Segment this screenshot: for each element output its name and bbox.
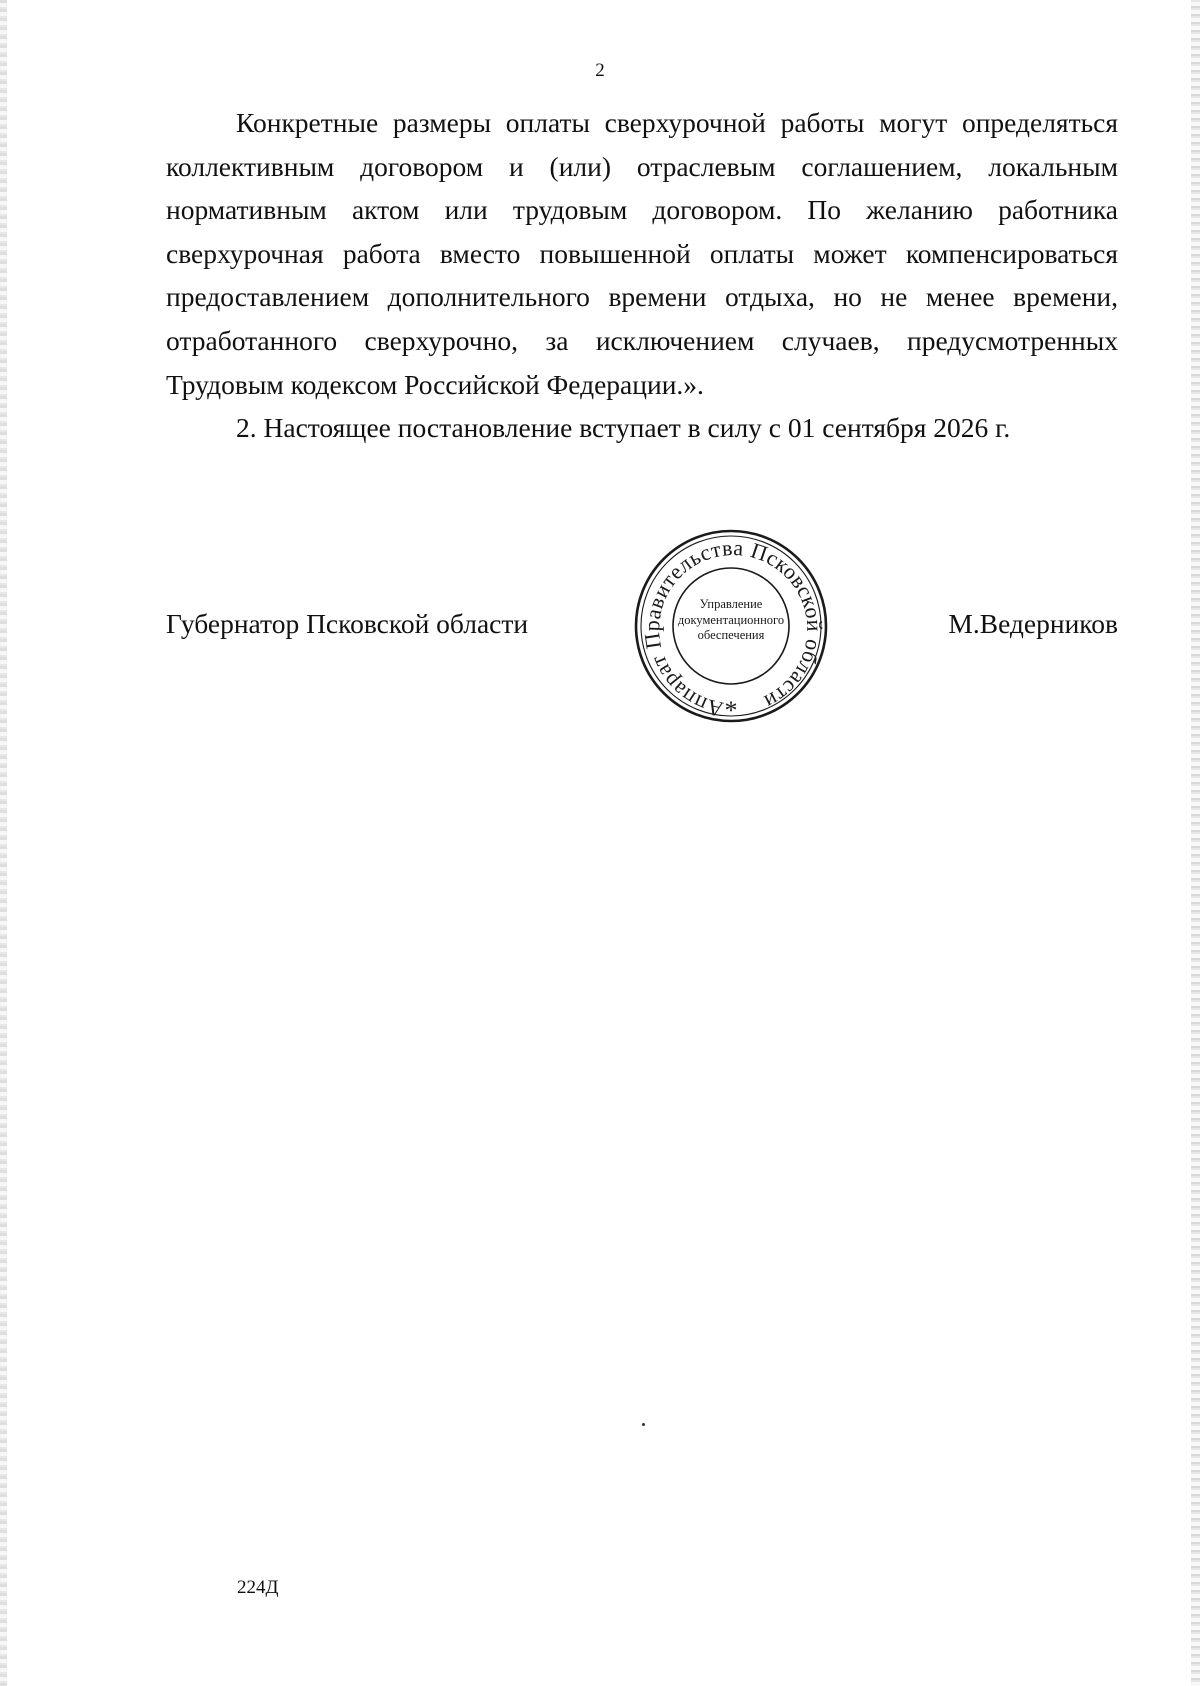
seal-outer-text: Аппарат Правительства Псковской области <box>638 534 828 723</box>
signature-name: М.Ведерников <box>948 608 1118 639</box>
scan-edge-left <box>0 0 7 1686</box>
paragraph-effective-date: 2. Настоящее постановление вступает в силу с 01 сентября 2026 г. <box>236 412 1011 444</box>
paragraph-overtime-pay: Конкретные размеры оплаты сверхурочной работы могут определяться коллективным договором и (или) отраслевым соглашением, локальным нормативным актом или трудовым договором. По желанию работника сверхурочная работа вместо повышенной оплаты может компенсироваться предоставлением дополнительного времени отдыха, но не менее времени, отработанного сверхурочно, за исключением случаев, предусмотренных Трудовым кодексом Российской Федерации.». <box>166 107 1118 400</box>
stray-dot <box>642 1423 645 1426</box>
document-body <box>166 101 1118 450</box>
document-code: 224Д <box>237 1577 279 1598</box>
seal-inner-line-3: обеспечения <box>697 628 765 642</box>
seal-inner-line-1: Управление <box>699 597 763 611</box>
signature-title: Губернатор Псковской области <box>166 608 529 639</box>
seal-inner-line-2: документационного <box>677 613 785 627</box>
seal-star: * <box>724 696 738 725</box>
page-number: 2 <box>595 60 605 81</box>
round-seal-stamp-icon <box>611 523 851 729</box>
scan-edge-right <box>1191 0 1200 1686</box>
